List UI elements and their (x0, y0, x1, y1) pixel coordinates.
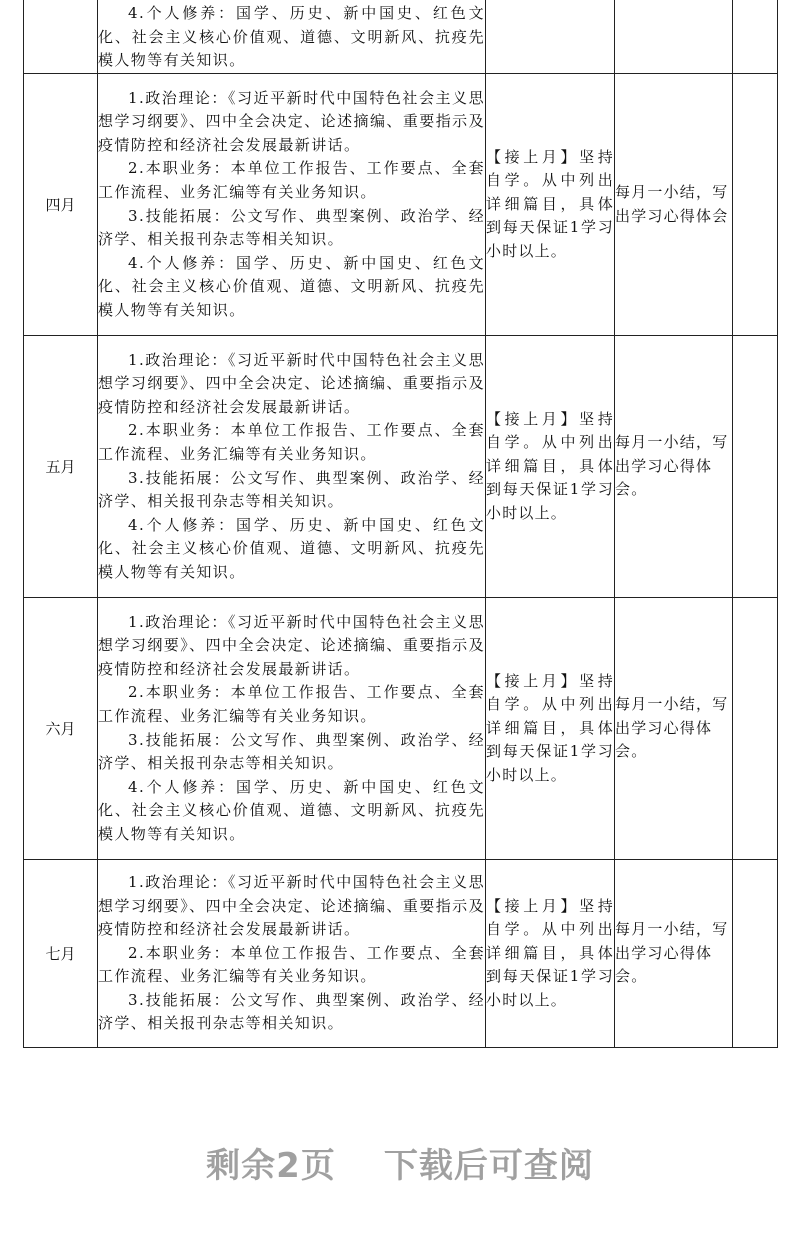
remarks-cell (733, 336, 778, 598)
study-method-cell: 【接上月】坚持自学。从中列出详细篇目，具体到每天保证1学习小时以上。 (486, 74, 615, 336)
study-method-cell: 【接上月】坚持自学。从中列出详细篇目，具体到每天保证1学习小时以上。 (486, 598, 615, 860)
review-cell (615, 0, 733, 74)
study-content-item: 4.个人修养：国学、历史、新中国史、红色文化、社会主义核心价值观、道德、文明新风、抗疫先模人物等有关知识。 (98, 253, 485, 319)
review-cell: 每月一小结，写出学习心得体会。 (615, 860, 733, 1048)
month-cell (24, 0, 98, 74)
study-content-cell (98, 336, 486, 598)
month-cell: 七月 (24, 860, 98, 1048)
study-content-item: 1.政治理论：《习近平新时代中国特色社会主义思想学习纲要》、四中全会决定、论述摘编、重要指示及疫情防控和经济社会发展最新讲话。 (98, 872, 485, 939)
table-row (24, 598, 778, 860)
study-content-item: 1.政治理论：《习近平新时代中国特色社会主义思想学习纲要》、四中全会决定、论述摘编、重要指示及疫情防控和经济社会发展最新讲话。 (98, 612, 485, 678)
study-content-item: 2.本职业务：本单位工作报告、工作要点、全套工作流程、业务汇编等有关业务知识。 (98, 421, 485, 463)
study-content-item: 4.个人修养：国学、历史、新中国史、红色文化、社会主义核心价值观、道德、文明新风、抗疫先模人物等有关知识。 (98, 4, 485, 70)
download-prompt[interactable] (0, 1138, 800, 1187)
table-row (24, 336, 778, 598)
study-content-cell (98, 860, 486, 1048)
remarks-cell (733, 74, 778, 336)
study-content-item: 1.政治理论：《习近平新时代中国特色社会主义思想学习纲要》、四中全会决定、论述摘编、重要指示及疫情防控和经济社会发展最新讲话。 (98, 350, 485, 416)
month-cell: 六月 (24, 598, 98, 860)
study-content-item: 3.技能拓展：公文写作、典型案例、政治学、经济学、相关报刊杂志等相关知识。 (98, 206, 485, 249)
month-cell: 四月 (24, 74, 98, 336)
study-content-item: 2.本职业务：本单位工作报告、工作要点、全套工作流程、业务汇编等有关业务知识。 (98, 159, 485, 201)
table-row (24, 860, 778, 1048)
study-content-item: 4.个人修养：国学、历史、新中国史、红色文化、社会主义核心价值观、道德、文明新风、抗疫先模人物等有关知识。 (98, 515, 485, 581)
month-cell: 五月 (24, 336, 98, 598)
study-content-item: 3.技能拓展：公文写作、典型案例、政治学、经济学、相关报刊杂志等相关知识。 (98, 990, 485, 1033)
study-content-item: 1.政治理论：《习近平新时代中国特色社会主义思想学习纲要》、四中全会决定、论述摘编、重要指示及疫情防控和经济社会发展最新讲话。 (98, 88, 485, 154)
study-content-item: 3.技能拓展：公文写作、典型案例、政治学、经济学、相关报刊杂志等相关知识。 (98, 730, 485, 773)
study-content-item: 2.本职业务：本单位工作报告、工作要点、全套工作流程、业务汇编等有关业务知识。 (98, 943, 485, 986)
remarks-cell (733, 598, 778, 860)
study-content-cell (98, 74, 486, 336)
study-method-cell (486, 0, 615, 74)
table-row (24, 74, 778, 336)
remarks-cell (733, 860, 778, 1048)
review-cell: 每月一小结，写出学习心得体会。 (615, 336, 733, 598)
table-row (24, 0, 778, 74)
review-cell: 每月一小结，写出学习心得体会 (615, 74, 733, 336)
study-plan-body (24, 0, 778, 1048)
study-content-item: 2.本职业务：本单位工作报告、工作要点、全套工作流程、业务汇编等有关业务知识。 (98, 683, 485, 725)
study-method-cell: 【接上月】坚持自学。从中列出详细篇目，具体到每天保证1学习小时以上。 (486, 336, 615, 598)
review-cell: 每月一小结，写出学习心得体会。 (615, 598, 733, 860)
study-content-cell (98, 598, 486, 860)
remaining-pages-text: 剩余2页 (206, 1146, 336, 1186)
study-plan-table (23, 0, 778, 1048)
study-content-item: 3.技能拓展：公文写作、典型案例、政治学、经济学、相关报刊杂志等相关知识。 (98, 468, 485, 511)
download-to-view-text: 下载后可查阅 (383, 1146, 594, 1186)
study-content-cell (98, 0, 486, 74)
study-content-item: 4.个人修养：国学、历史、新中国史、红色文化、社会主义核心价值观、道德、文明新风、抗疫先模人物等有关知识。 (98, 777, 485, 843)
remarks-cell (733, 0, 778, 74)
study-method-cell: 【接上月】坚持自学。从中列出详细篇目，具体到每天保证1学习小时以上。 (486, 860, 615, 1048)
